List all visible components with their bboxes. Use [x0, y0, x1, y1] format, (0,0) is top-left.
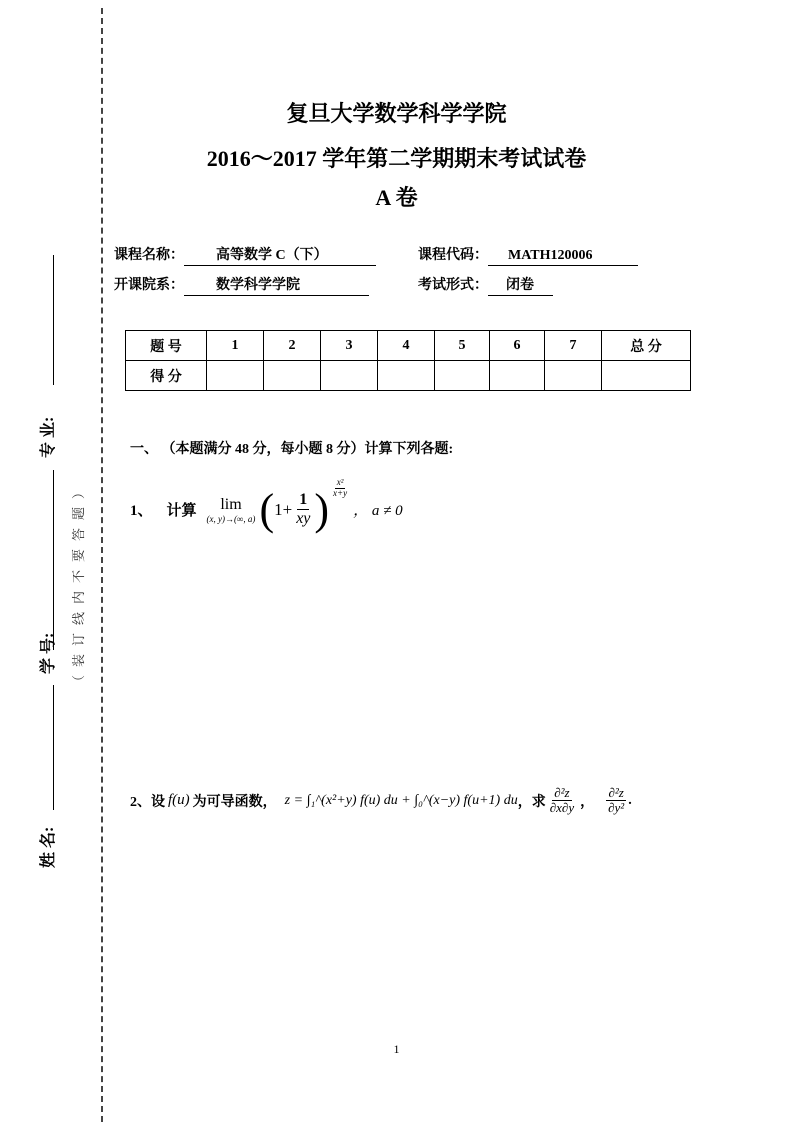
score-row — [126, 361, 691, 391]
col-7: 7 — [545, 331, 602, 361]
major-underline — [53, 255, 54, 385]
limit-operator: lim (x, y)→(∞, a) — [206, 495, 256, 524]
question-2: 2、 设 f(u) 为可导函数， z = ∫₁^(x²+y) f(u) du + ∫₀^(x−y) f(u+1) du ，求 $\frac{\text{∂²z}}{\partial x\partial y}$ ， $\frac{\text{∂²z}}{\text{∂y²}}$ . — [130, 785, 632, 816]
score-cell[interactable] — [602, 361, 691, 391]
col-4: 4 — [378, 331, 435, 361]
course-code-label: 课程代码： — [418, 248, 488, 263]
course-code-value: MATH120006 — [488, 248, 638, 266]
dept-value: 数学科学学院 — [184, 274, 369, 296]
exam-form-value: 闭卷 — [488, 274, 553, 296]
score-cell[interactable] — [490, 361, 545, 391]
binding-note: （装订线内不要答题） — [71, 477, 86, 688]
student-id-underline — [53, 470, 54, 650]
name-underline — [53, 685, 54, 810]
left-paren: ( — [259, 485, 275, 534]
question-number: 1、 — [130, 503, 153, 519]
major-label: 专 业: — [40, 416, 57, 458]
dept-label: 开课院系： — [114, 278, 184, 293]
exam-form-label: 考试形式： — [418, 278, 488, 293]
section-1-title: 一、 （本题满分 48 分，每小题 8 分）计算下列各题: — [130, 442, 454, 457]
exam-form-row — [418, 274, 553, 296]
derivative-yy: $\frac{\text{∂²z}}{\text{∂y²}}$ — [608, 785, 625, 816]
binding-dashed-line — [101, 8, 103, 1122]
col-3: 3 — [321, 331, 378, 361]
col-1: 1 — [207, 331, 264, 361]
col-2: 2 — [264, 331, 321, 361]
score-cell[interactable] — [545, 361, 602, 391]
exponent: $\frac{\text{x²}}{x+y}$ — [333, 477, 348, 498]
school-title: 复旦大学数学科学学院 — [286, 101, 507, 126]
condition: ， a ≠ 0 — [353, 503, 403, 519]
right-paren: ) — [314, 485, 330, 534]
course-code-row — [418, 244, 638, 266]
z-expression: z = ∫₁^(x²+y) f(u) du + ∫₀^(x−y) f(u+1) du — [284, 792, 518, 808]
course-name-label: 课程名称： — [114, 248, 184, 263]
derivative-xy: $\frac{\text{∂²z}}{\partial x\partial y}$ — [549, 785, 575, 816]
score-cell[interactable] — [435, 361, 490, 391]
student-id-label: 学 号: — [40, 632, 57, 674]
course-name-value: 高等数学 C（下） — [184, 244, 376, 266]
term-title: 2016～2017 学年第二学期期末考试试卷 — [206, 146, 587, 171]
question-number-row — [126, 331, 691, 361]
score-cell[interactable] — [207, 361, 264, 391]
page-number: 1 — [393, 1042, 400, 1056]
paper-title: A 卷 — [375, 185, 418, 210]
course-name-row — [114, 244, 376, 266]
score-cell[interactable] — [264, 361, 321, 391]
col-6: 6 — [490, 331, 545, 361]
col-5: 5 — [435, 331, 490, 361]
score-cell[interactable] — [321, 361, 378, 391]
col-total: 总 分 — [602, 331, 691, 361]
question-1: 1、 计算 lim (x, y)→(∞, a) ( 1+ $\frac{1}{xy}$ ) $\frac{\text{x²}}{x+y}$ ， a ≠ 0 — [130, 477, 403, 534]
name-label: 姓 名: — [40, 826, 57, 868]
dept-row — [114, 274, 369, 296]
fraction-1-over-xy: $\frac{1}{xy}$ — [296, 491, 311, 527]
row-label: 题 号 — [126, 331, 207, 361]
score-cell[interactable] — [378, 361, 435, 391]
question-prompt: 计算 — [166, 503, 197, 519]
question-number: 2、 — [130, 794, 151, 810]
row-label: 得 分 — [126, 361, 207, 391]
score-table — [125, 330, 691, 391]
